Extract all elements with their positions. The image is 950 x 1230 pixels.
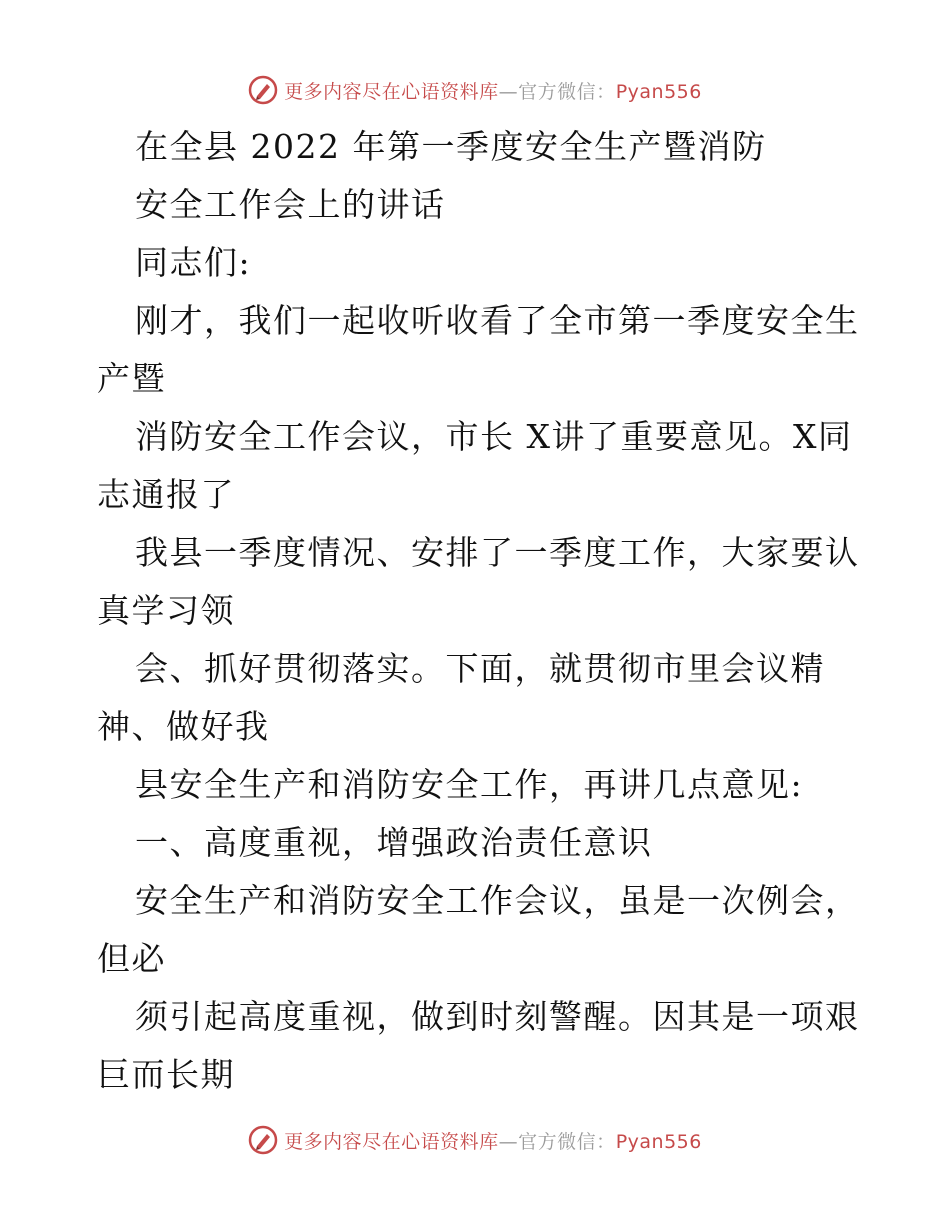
pen-logo-icon <box>248 1125 278 1155</box>
document-title-cont: 安全工作会上的讲话 <box>135 185 446 224</box>
watermark-text: 更多内容尽在心语资料库—官方微信：Pyan556 <box>284 1130 702 1153</box>
footer-watermark <box>0 1120 950 1160</box>
header-watermark <box>0 70 950 110</box>
paragraph-line: 神、做好我 <box>97 707 270 746</box>
paragraph-line: 须引起高度重视，做到时刻警醒。因其是一项艰 <box>135 997 860 1036</box>
pen-logo-icon <box>248 75 278 105</box>
paragraph-line: 消防安全工作会议，市长 X讲了重要意见。X同 <box>135 417 853 456</box>
paragraph-line: 安全生产和消防安全工作会议，虽是一次例会， <box>135 881 860 920</box>
paragraph-line: 刚才，我们一起收听收看了全市第一季度安全生 <box>135 301 860 340</box>
paragraph-line: 但必 <box>97 939 166 978</box>
paragraph-line: 产暨 <box>97 359 166 398</box>
section-heading: 一、高度重视，增强政治责任意识 <box>135 823 653 862</box>
paragraph-line: 会、抓好贯彻落实。下面，就贯彻市里会议精 <box>135 649 825 688</box>
paragraph-line: 巨而长期 <box>97 1055 235 1094</box>
document-title: 在全县 2022 年第一季度安全生产暨消防 <box>135 127 767 166</box>
watermark-text: 更多内容尽在心语资料库—官方微信：Pyan556 <box>284 80 702 103</box>
document-body <box>97 118 860 1104</box>
paragraph-line: 真学习领 <box>97 591 235 630</box>
paragraph-line: 县安全生产和消防安全工作，再讲几点意见: <box>135 765 804 804</box>
paragraph-line: 志通报了 <box>97 475 235 514</box>
salutation: 同志们: <box>135 243 252 282</box>
paragraph-line: 我县一季度情况、安排了一季度工作，大家要认 <box>135 533 860 572</box>
